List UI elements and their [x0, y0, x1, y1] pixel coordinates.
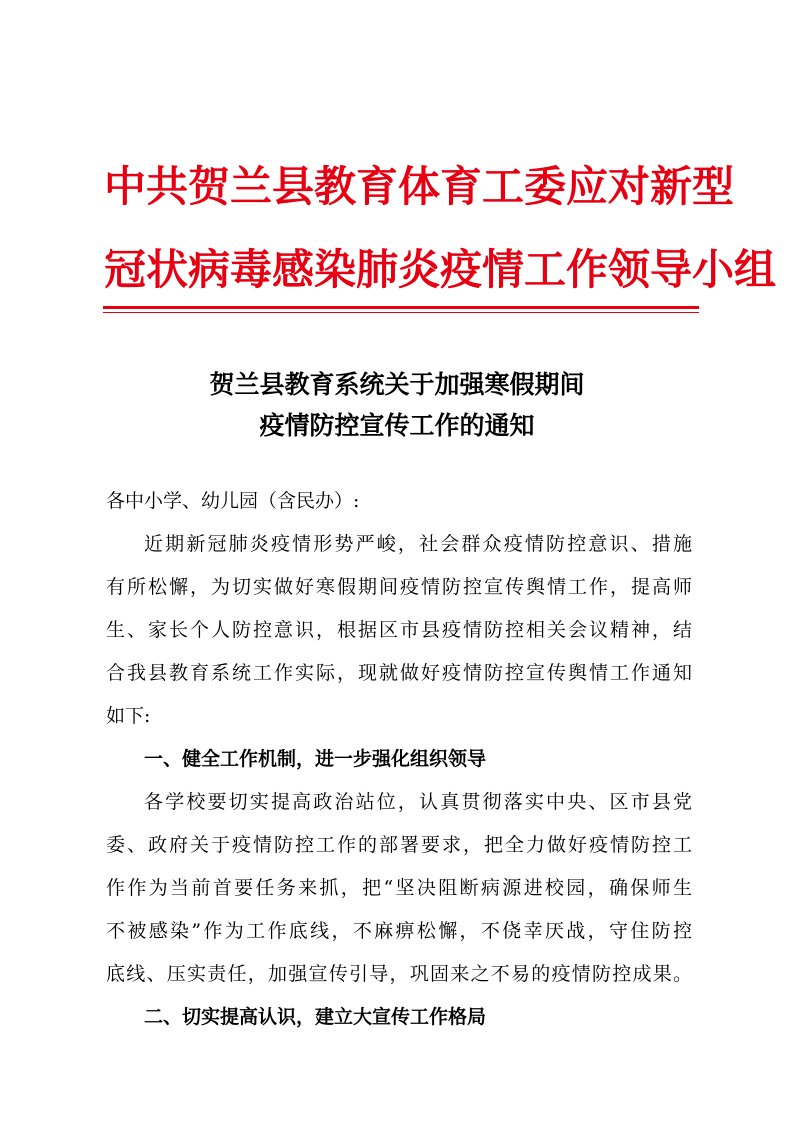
red-header-line-1: 中共贺兰县教育体育工委应对新型 [104, 162, 735, 211]
notice-title-line-2: 疫情防控宣传工作的通知 [259, 411, 535, 440]
paragraph-2-line-4: 不被感染”作为工作底线，不麻痹松懈，不侥幸厌战，守住防控 [106, 920, 692, 942]
notice-body [106, 484, 692, 1043]
paragraph-1-line-3: 生、家长个人防控意识，根据区市县疫情防控相关会议精神，结 [106, 619, 692, 641]
paragraph-1-line-2: 有所松懈，为切实做好寒假期间疫情防控宣传舆情工作，提高师 [106, 576, 692, 598]
salutation: 各中小学、幼儿园（含民办）: [106, 490, 360, 512]
section-heading-1: 一、健全工作机制，进一步强化组织领导 [144, 748, 487, 770]
paragraph-2-line-1: 各学校要切实提高政治站位，认真贯彻落实中央、区市县党 [144, 791, 692, 813]
red-divider-thick [103, 306, 699, 309]
section-heading-2: 二、切实提高认识，建立大宣传工作格局 [144, 1006, 487, 1028]
red-header-line-2: 冠状病毒感染肺炎疫情工作领导小组 [104, 245, 777, 294]
paragraph-1-line-1: 近期新冠肺炎疫情形势严峻，社会群众疫情防控意识、措施 [144, 533, 692, 555]
red-divider-thin [103, 312, 699, 313]
paragraph-2-line-2: 委、政府关于疫情防控工作的部署要求，把全力做好疫情防控工 [106, 834, 692, 856]
paragraph-1-line-5: 如下: [106, 705, 151, 727]
paragraph-1-line-4: 合我县教育系统工作实际，现就做好疫情防控宣传舆情工作通知 [106, 662, 692, 684]
paragraph-2-line-5: 底线、压实责任，加强宣传引导，巩固来之不易的疫情防控成果。 [106, 963, 692, 985]
paragraph-2-line-3: 作作为当前首要任务来抓，把“坚决阻断病源进校园，确保师生 [106, 877, 692, 899]
notice-title-line-1: 贺兰县教育系统关于加强寒假期间 [209, 370, 585, 399]
